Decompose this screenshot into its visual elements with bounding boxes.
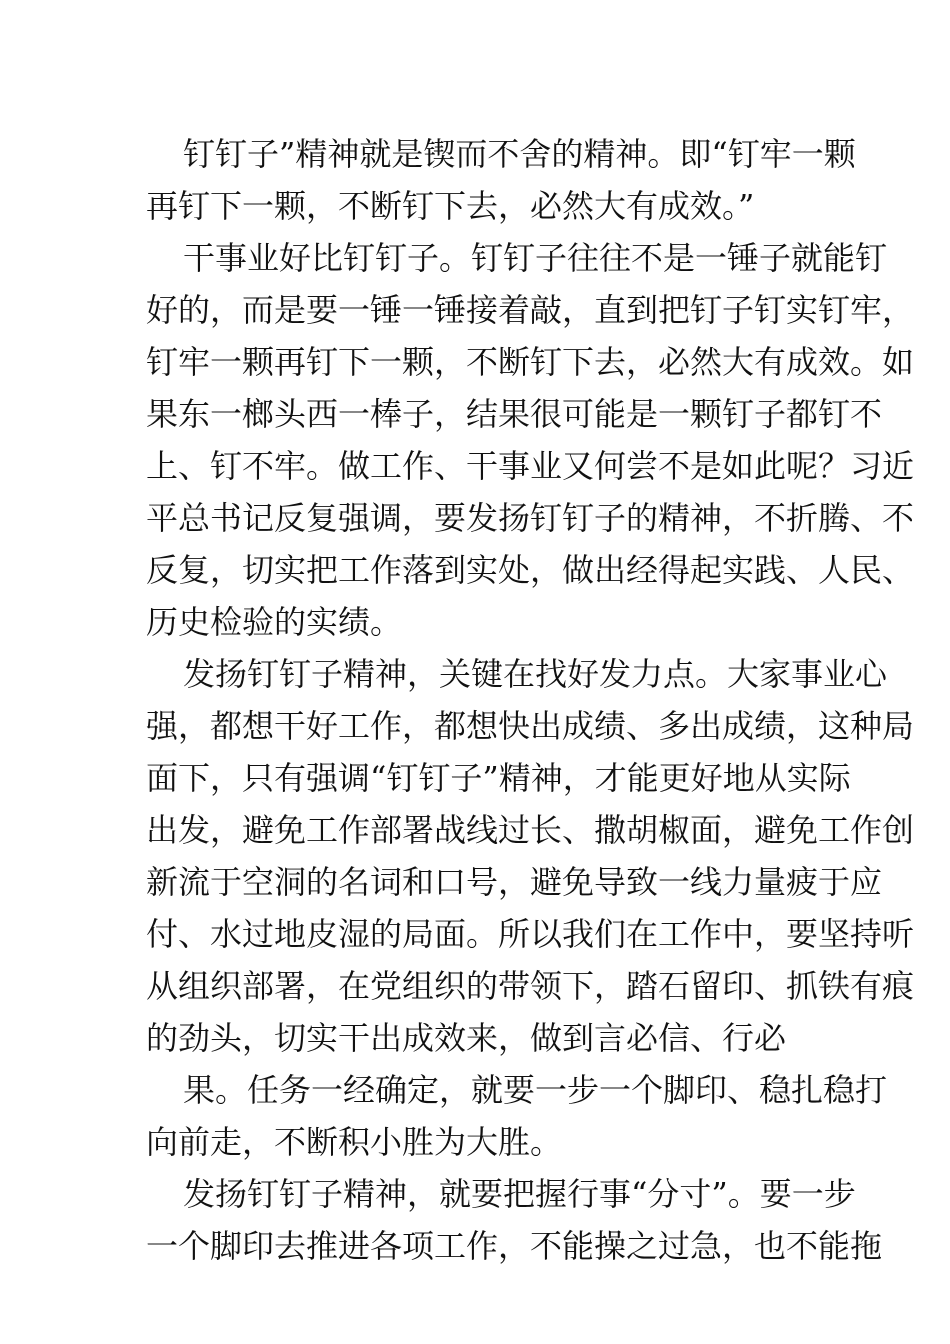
paragraph-line: 出发，避免工作部署战线过长、撒胡椒面，避免工作创 [146, 811, 915, 849]
paragraph-line: 上、钉不牢。做工作、干事业又何尝不是如此呢？习近 [146, 447, 915, 485]
paragraph-line: 新流于空洞的名词和口号，避免导致一线力量疲于应 [146, 863, 883, 901]
paragraph-line: 钉牢一颗再钉下一颗，不断钉下去，必然大有成效。如 [146, 343, 915, 381]
paragraph-line: 钉钉子”精神就是锲而不舍的精神。即“钉牢一颗 [183, 135, 856, 173]
paragraph-line: 果东一榔头西一棒子，结果很可能是一颗钉子都钉不 [146, 395, 883, 433]
paragraph-line: 好的，而是要一锤一锤接着敲，直到把钉子钉实钉牢， [146, 291, 915, 329]
paragraph-line: 面下，只有强调“钉钉子”精神，才能更好地从实际 [146, 759, 851, 797]
paragraph-line: 干事业好比钉钉子。钉钉子往往不是一锤子就能钉 [183, 239, 888, 277]
paragraph-line: 从组织部署，在党组织的带领下，踏石留印、抓铁有痕 [146, 967, 915, 1005]
paragraph-line: 平总书记反复强调，要发扬钉钉子的精神，不折腾、不 [146, 499, 915, 537]
paragraph-line: 果。任务一经确定，就要一步一个脚印、稳扎稳打 [183, 1071, 888, 1109]
paragraph-line: 强，都想干好工作，都想快出成绩、多出成绩，这种局 [146, 707, 915, 745]
paragraph-line: 再钉下一颗，不断钉下去，必然大有成效。” [146, 187, 755, 225]
paragraph-line: 发扬钉钉子精神，就要把握行事“分寸”。要一步 [183, 1175, 856, 1213]
paragraph-line: 一个脚印去推进各项工作，不能操之过急，也不能拖 [146, 1227, 883, 1265]
paragraph-line: 历史检验的实绩。 [146, 603, 403, 641]
paragraph-line: 付、水过地皮湿的局面。所以我们在工作中，要坚持听 [146, 915, 915, 953]
paragraph-line: 的劲头，切实干出成效来，做到言必信、行必 [146, 1019, 787, 1057]
paragraph-line: 发扬钉钉子精神，关键在找好发力点。大家事业心 [183, 655, 888, 693]
document-body [146, 128, 915, 1272]
paragraph-line: 反复，切实把工作落到实处，做出经得起实践、人民、 [146, 551, 915, 589]
paragraph-line: 向前走，不断积小胜为大胜。 [146, 1123, 563, 1161]
